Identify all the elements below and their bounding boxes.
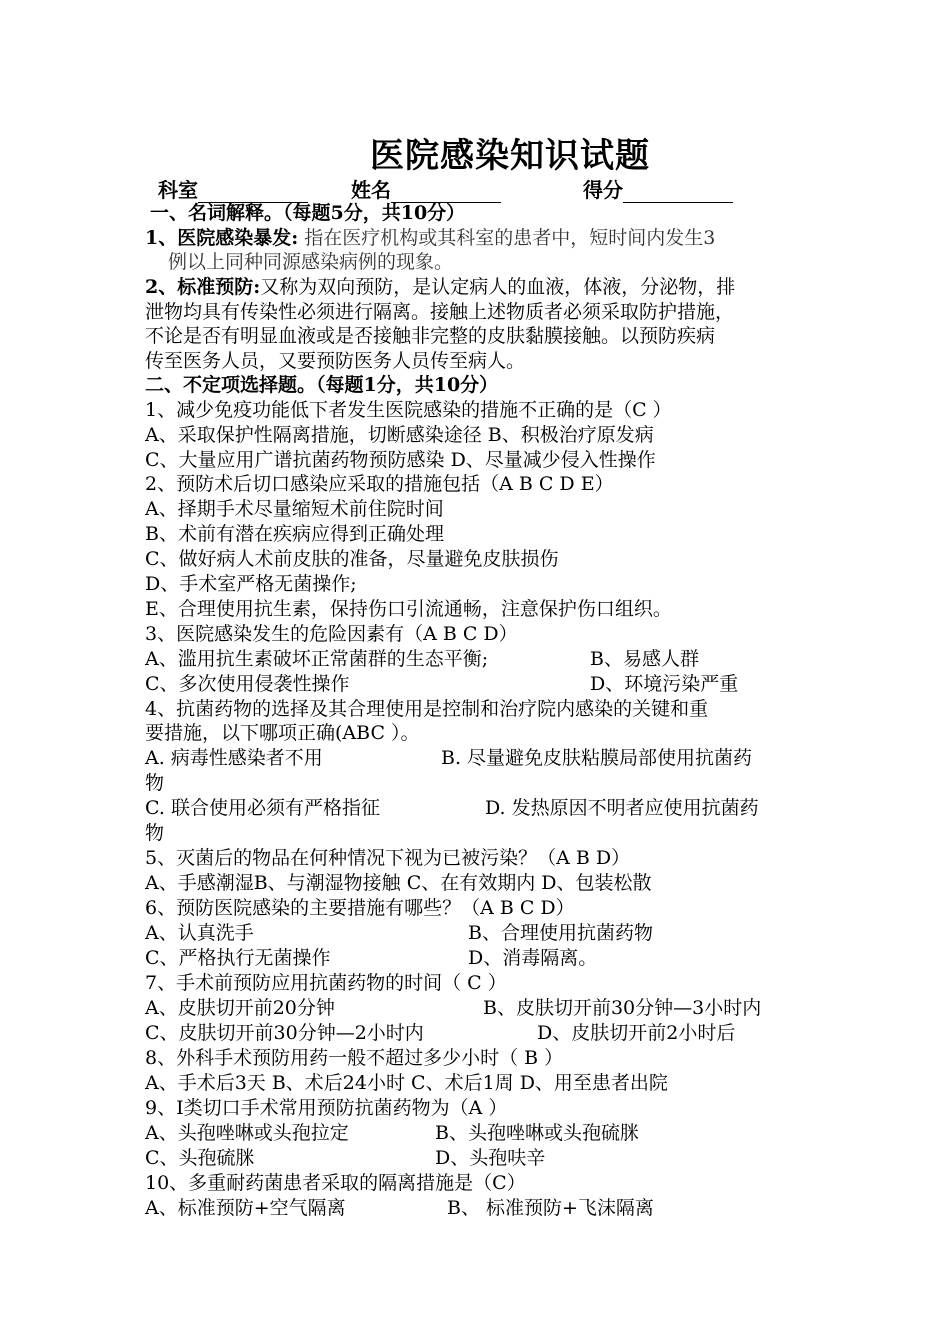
score-field[interactable] xyxy=(583,174,733,203)
q9-options-cd xyxy=(145,1146,845,1170)
question-5: 5、灭菌后的物品在何种情况下视为已被污染？（A B D） xyxy=(145,847,631,869)
q10-option-a: A、标准预防+空气隔离 xyxy=(145,1197,346,1219)
q2-option-b: B、术前有潜在疾病应得到正确处理 xyxy=(145,523,444,545)
q9-option-b: B、头孢唑啉或头孢硫脒 xyxy=(435,1122,639,1144)
dept-blank[interactable] xyxy=(198,182,308,203)
q6-options-cd xyxy=(145,946,845,970)
question-2: 2、预防术后切口感染应采取的措施包括（A B C D E） xyxy=(145,473,614,495)
term-1 xyxy=(145,226,845,250)
question-7: 7、手术前预防应用抗菌药物的时间（ C ） xyxy=(145,972,507,994)
q2-option-d: D、手术室严格无菌操作; xyxy=(145,573,357,595)
q9-option-d: D、头孢呋辛 xyxy=(435,1147,546,1169)
question-3: 3、医院感染发生的危险因素有（A B C D） xyxy=(145,623,518,645)
q4-option-b: B. 尽量避免皮肤粘膜局部使用抗菌药 xyxy=(441,747,753,769)
q7-options-ab xyxy=(145,996,845,1020)
term-1-label: 1、医院感染暴发: xyxy=(145,227,299,249)
question-1: 1、减少免疫功能低下者发生医院感染的措施不正确的是（C ） xyxy=(145,399,672,421)
q4-option-c: C. 联合使用必须有严格指征 xyxy=(145,797,380,819)
q3-option-d: D、环境污染严重 xyxy=(590,673,739,695)
q6-option-b: B、合理使用抗菌药物 xyxy=(468,922,653,944)
name-field[interactable] xyxy=(351,174,501,203)
dept-label: 科室 xyxy=(158,178,198,202)
q6-option-d: D、消毒隔离。 xyxy=(468,947,598,969)
section2-heading: 二、不定项选择题。（每题1分，共10分） xyxy=(145,374,499,396)
score-label: 得分 xyxy=(583,178,623,202)
q3-options-ab xyxy=(145,647,845,671)
q8-options: A、手术后3天 B、术后24小时 C、术后1周 D、用至患者出院 xyxy=(145,1072,668,1094)
q2-option-a: A、择期手术尽量缩短术前住院时间 xyxy=(145,498,444,520)
q9-option-a: A、头孢唑啉或头孢拉定 xyxy=(145,1122,349,1144)
term-2 xyxy=(145,275,845,299)
q7-options-cd xyxy=(145,1021,845,1045)
q3-option-a: A、滥用抗生素破坏正常菌群的生态平衡; xyxy=(145,648,489,670)
term-1-def-cont: 例以上同种同源感染病例的现象。 xyxy=(168,251,454,273)
term-2-def-line2: 泄物均具有传染性必须进行隔离。接触上述物质者必须采取防护措施， xyxy=(145,301,735,323)
page-title: 医院感染知识试题 xyxy=(370,136,650,176)
section1-heading: 一、名词解释。（每题5分，共10分） xyxy=(150,202,466,224)
score-blank[interactable] xyxy=(623,182,733,203)
q5-options: A、手感潮湿B、与潮湿物接触 C、在有效期内 D、包装松散 xyxy=(145,872,652,894)
term-2-label: 2、标准预防: xyxy=(145,276,261,298)
q4-option-a: A. 病毒性感染者不用 xyxy=(145,747,323,769)
q4-option-d-cont: 物 xyxy=(145,822,165,844)
q9-options-ab xyxy=(145,1121,845,1145)
q7-option-c: C、皮肤切开前30分钟—2小时内 xyxy=(145,1022,424,1044)
q2-option-e: E、合理使用抗生素，保持伤口引流通畅，注意保护伤口组织。 xyxy=(145,598,672,620)
q2-option-c: C、做好病人术前皮肤的准备，尽量避免皮肤损伤 xyxy=(145,548,559,570)
question-6: 6、预防医院感染的主要措施有哪些？（A B C D） xyxy=(145,897,575,919)
q3-option-c: C、多次使用侵袭性操作 xyxy=(145,673,350,695)
q7-option-d: D、皮肤切开前2小时后 xyxy=(537,1022,736,1044)
name-label: 姓名 xyxy=(351,178,391,202)
question-4: 4、抗菌药物的选择及其合理使用是控制和治疗院内感染的关键和重 xyxy=(145,698,709,720)
q4-options-cd xyxy=(145,796,845,820)
q1-options-cd: C、大量应用广谱抗菌药物预防感染 D、尽量减少侵入性操作 xyxy=(145,449,656,471)
q6-option-a: A、认真洗手 xyxy=(145,922,254,944)
q3-option-b: B、易感人群 xyxy=(590,648,699,670)
q4-option-d: D. 发热原因不明者应使用抗菌药 xyxy=(485,797,759,819)
q10-option-b: B、 标准预防+飞沫隔离 xyxy=(447,1197,654,1219)
q7-option-a: A、皮肤切开前20分钟 xyxy=(145,997,335,1019)
term-1-def: 指在医疗机构或其科室的患者中，短时间内发生3 xyxy=(298,227,716,249)
name-blank[interactable] xyxy=(391,182,501,203)
q3-options-cd xyxy=(145,672,845,696)
q4-option-b-cont: 物 xyxy=(145,772,165,794)
term-2-def: 又称为双向预防，是认定病人的血液，体液，分泌物，排 xyxy=(260,276,736,298)
question-4-cont: 要措施，以下哪项正确(ABC ）。 xyxy=(145,722,420,744)
question-9: 9、I类切口手术常用预防抗菌药物为（A ） xyxy=(145,1097,508,1119)
term-2-def-line4: 传至医务人员，又要预防医务人员传至病人。 xyxy=(145,350,526,372)
q10-options-ab xyxy=(145,1196,845,1220)
q6-option-c: C、严格执行无菌操作 xyxy=(145,947,331,969)
q7-option-b: B、皮肤切开前30分钟—3小时内 xyxy=(483,997,762,1019)
q4-options-ab xyxy=(145,746,845,770)
question-8: 8、外科手术预防用药一般不超过多少小时（ B ） xyxy=(145,1047,564,1069)
question-10: 10、多重耐药菌患者采取的隔离措施是（C） xyxy=(145,1172,526,1194)
q6-options-ab xyxy=(145,921,845,945)
q1-options-ab: A、采取保护性隔离措施，切断感染途径 B、积极治疗原发病 xyxy=(145,424,654,446)
dept-field[interactable] xyxy=(158,174,308,203)
term-2-def-line3: 不论是否有明显血液或是否接触非完整的皮肤黏膜接触。以预防疾病 xyxy=(145,325,716,347)
q9-option-c: C、头孢硫脒 xyxy=(145,1147,255,1169)
